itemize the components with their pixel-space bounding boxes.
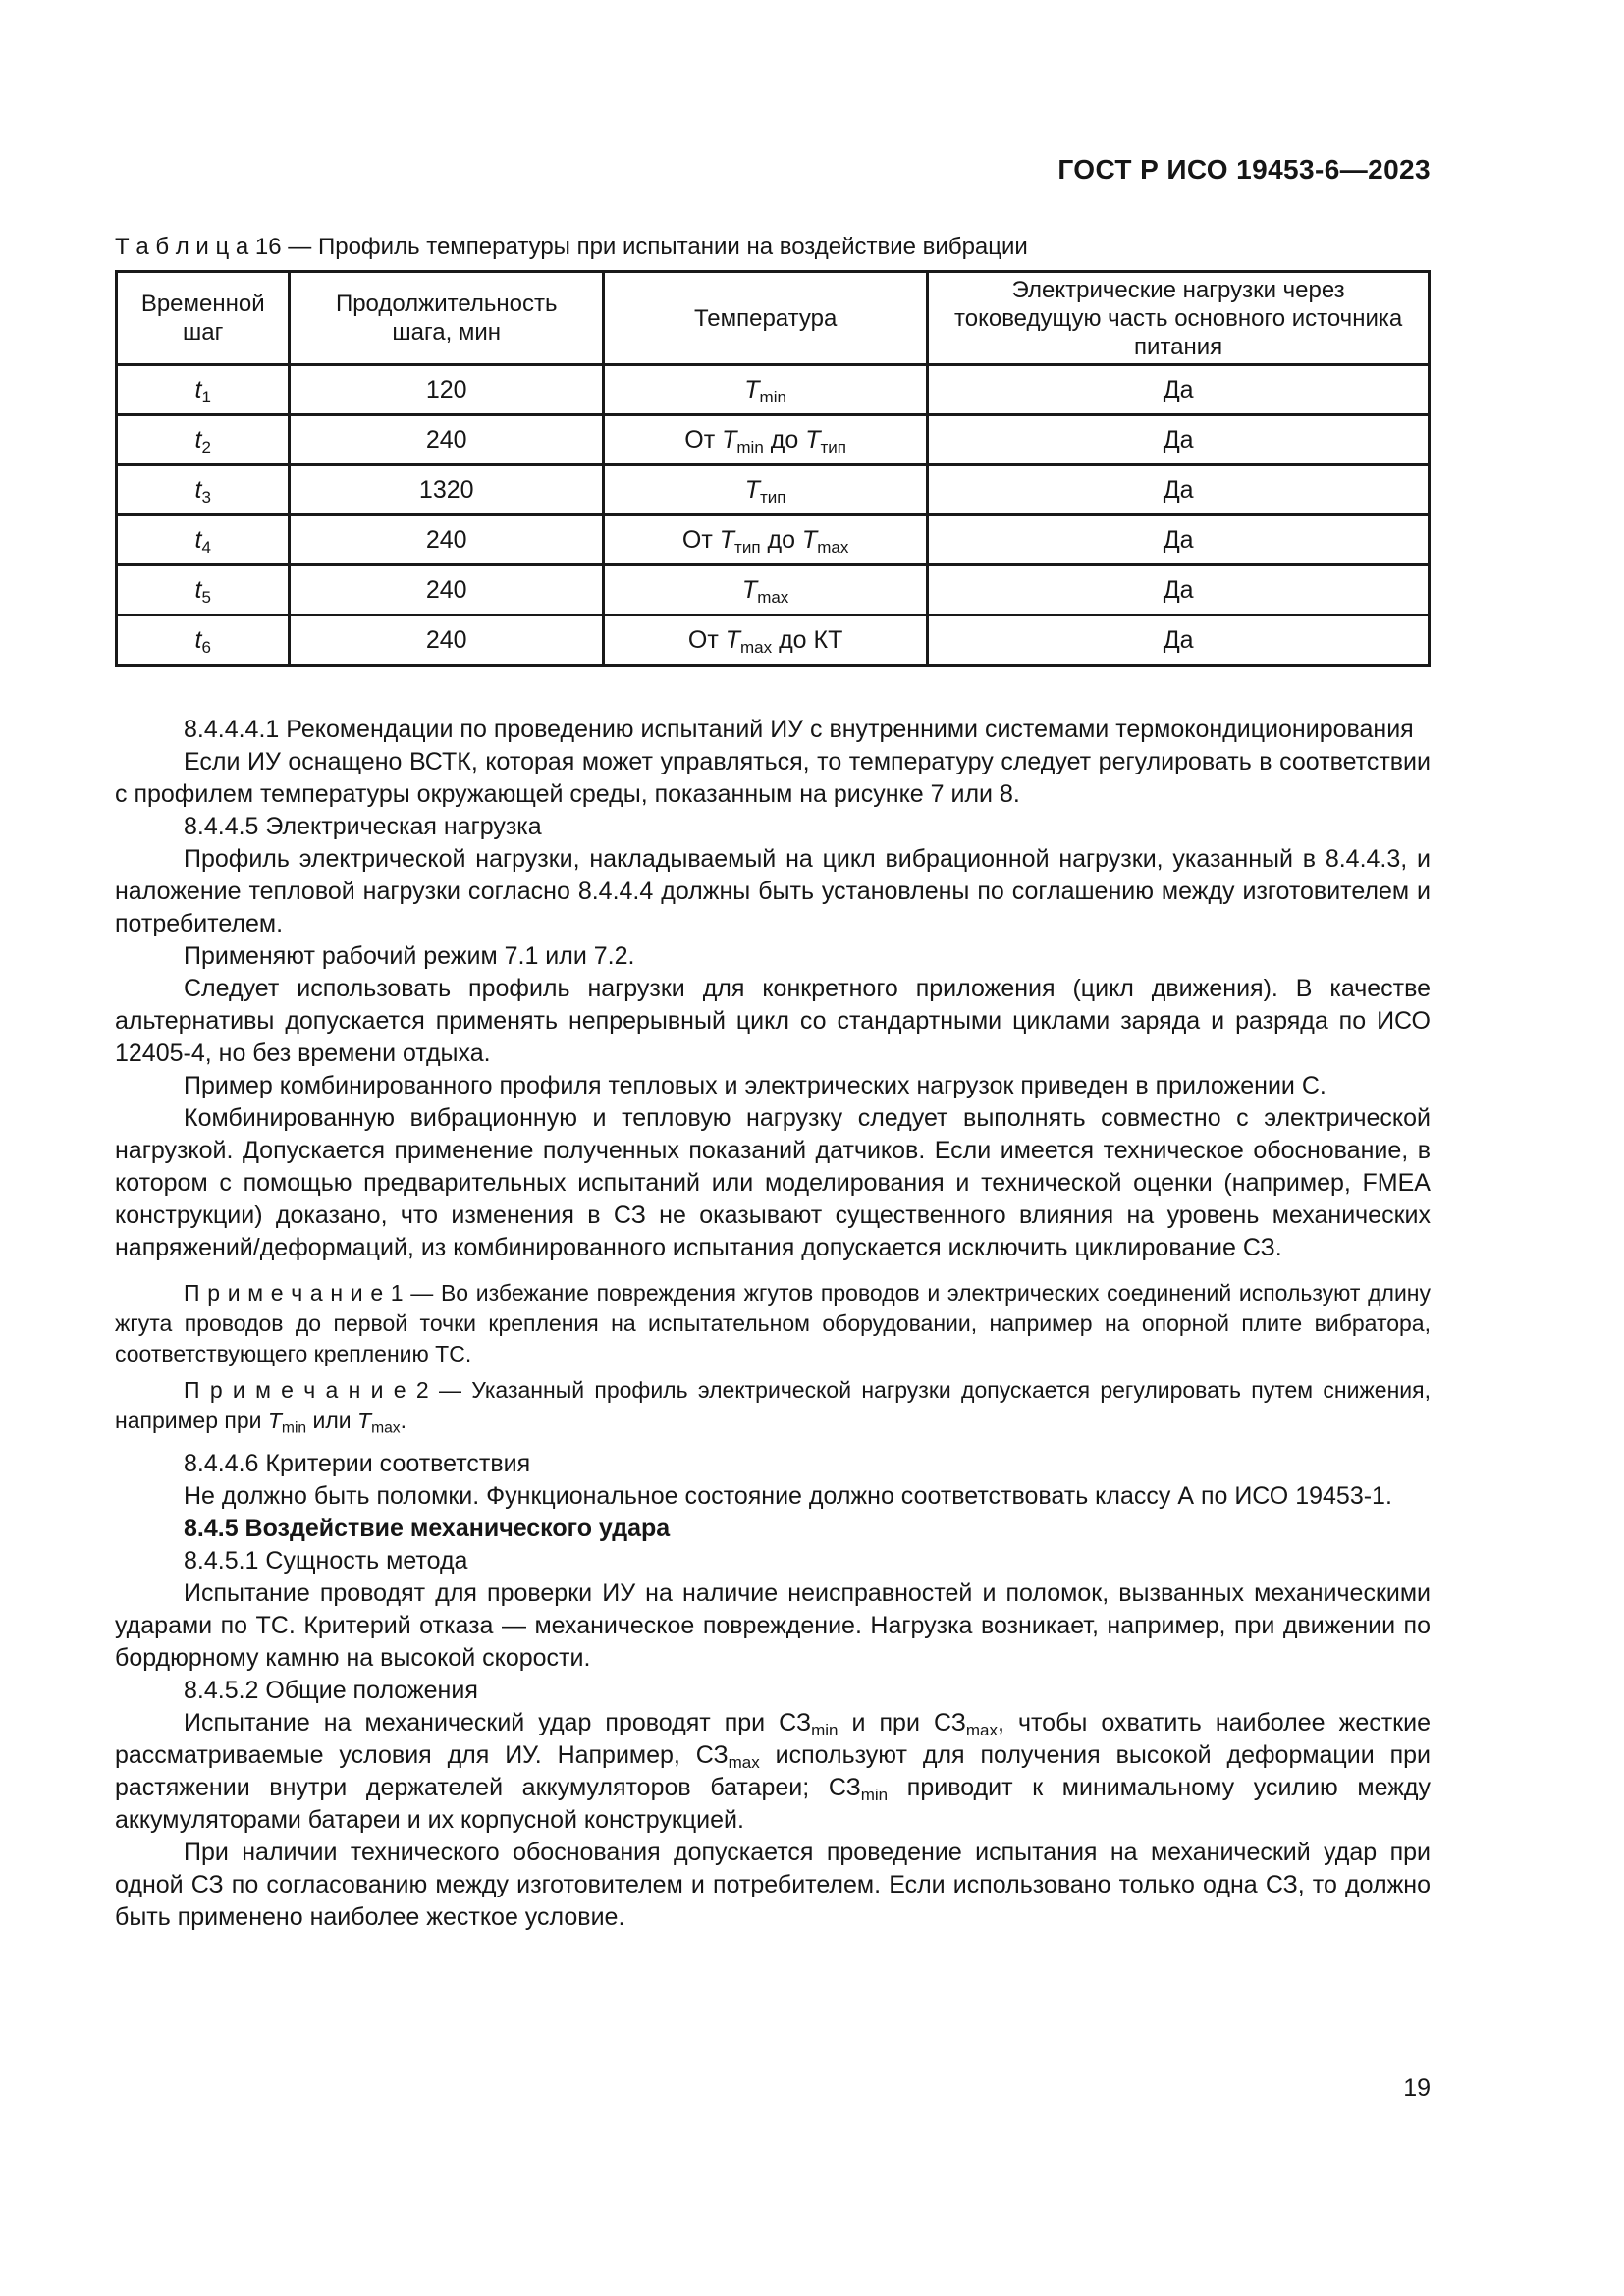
cell-load: Да (928, 615, 1430, 666)
cell-load: Да (928, 415, 1430, 465)
table-row (117, 515, 1430, 565)
note-2: П р и м е ч а н и е 2 — Указанный профиль электрической нагрузки допускается регулировать путем снижения, например при $T_{min}$ или $T_{max}$. (115, 1377, 1431, 1437)
heading-8-4-4-6: 8.4.4.6 Критерии соответствия (184, 1450, 531, 1477)
para-vstk-control: Если ИУ оснащено ВСТК, которая может управляться, то температуру следует регулировать в соответствии с профилем температуры окружающей среды, показанным на рисунке 7 или 8. (115, 748, 1431, 808)
col-header-time-step: Временной шаг (117, 272, 290, 365)
table-row (117, 465, 1430, 515)
cell-step: $t_5$ (117, 565, 290, 615)
para-combined-load: Комбинированную вибрационную и тепловую нагрузку следует выполнять совместно с электрической нагрузкой. Допускается применение полученных показаний датчиков. Если имеется техническое обоснование, в котором с помощью предварительных испытаний или моделирования и технической оценки (например, FMEA конструкции) доказано, что изменения в СЗ не оказывают существенного влияния на уровень механических напряжений/деформаций, из комбинированного испытания допускается исключить циклирование СЗ. (115, 1104, 1431, 1261)
cell-step: $t_1$ (117, 365, 290, 415)
heading-8-4-4-5: 8.4.4.5 Электрическая нагрузка (184, 813, 542, 840)
para-operating-mode: Применяют рабочий режим 7.1 или 7.2. (184, 942, 635, 970)
cell-temperature: От $T_{max}$ до КТ (604, 615, 928, 666)
cell-temperature: $T_{min}$ (604, 365, 928, 415)
cell-duration: 240 (290, 565, 604, 615)
cell-temperature: От $T_{min}$ до $T_{тип}$ (604, 415, 928, 465)
clause-text-block (115, 714, 1431, 1934)
table-row (117, 565, 1430, 615)
para-example-annex-c: Пример комбинированного профиля тепловых и электрических нагрузок приведен в приложении С. (184, 1072, 1326, 1099)
cell-duration: 1320 (290, 465, 604, 515)
cell-step: $t_6$ (117, 615, 290, 666)
para-load-profile: Следует использовать профиль нагрузки для конкретного приложения (цикл движения). В качестве альтернативы допускается применять непрерывный цикл со стандартными циклами заряда и разряда по ИСО 12405-4, но без времени отдыха. (115, 975, 1431, 1067)
para-shock-general: Испытание на механический удар проводят при $СЗ_{min}$ и при $СЗ_{max}$, чтобы охватить наиболее жесткие рассматриваемые условия для ИУ. Например, $СЗ_{max}$ используют для получения высокой деформации при растяжении внутри держателей аккумуляторов батареи; $СЗ_{min}$ приводит к минимальному усилию между аккумуляторами батареи и их корпусной конструкцией. (115, 1709, 1431, 1834)
cell-step: $t_2$ (117, 415, 290, 465)
para-shock-purpose: Испытание проводят для проверки ИУ на наличие неисправностей и поломок, вызванных механическими ударами по ТС. Критерий отказа — механическое повреждение. Нагрузка возникает, например, при движении по бордюрному камню на высокой скорости. (115, 1579, 1431, 1672)
table-row (117, 615, 1430, 666)
cell-step: $t_3$ (117, 465, 290, 515)
heading-8-4-5: 8.4.5 Воздействие механического удара (184, 1515, 671, 1542)
col-header-duration: Продолжительность шага, мин (290, 272, 604, 365)
cell-temperature: От $T_{тип}$ до $T_{max}$ (604, 515, 928, 565)
cell-temperature: $T_{тип}$ (604, 465, 928, 515)
page-number: 19 (1403, 2074, 1431, 2102)
cell-step: $t_4$ (117, 515, 290, 565)
table-caption: Т а б л и ц а 16 — Профиль температуры при испытании на воздействие вибрации (115, 234, 1028, 260)
para-conformity: Не должно быть поломки. Функциональное состояние должно соответствовать классу А по ИСО 19453-1. (184, 1482, 1392, 1510)
cell-load: Да (928, 365, 1430, 415)
col-header-load: Электрические нагрузки через токоведущую часть основного источника питания (928, 272, 1430, 365)
heading-8-4-5-2: 8.4.5.2 Общие положения (184, 1677, 478, 1704)
cell-temperature: $T_{max}$ (604, 565, 928, 615)
table-row (117, 415, 1430, 465)
temperature-profile-table (115, 270, 1431, 667)
cell-duration: 120 (290, 365, 604, 415)
cell-duration: 240 (290, 515, 604, 565)
cell-load: Да (928, 565, 1430, 615)
para-electrical-profile: Профиль электрической нагрузки, накладываемый на цикл вибрационной нагрузки, указанный в 8.4.4.3, и наложение тепловой нагрузки согласно 8.4.4.4 должны быть установлены по соглашению между изготовителем и потребителем. (115, 845, 1431, 937)
col-header-temperature: Температура (604, 272, 928, 365)
para-shock-single-soc: При наличии технического обоснования допускается проведение испытания на механический удар при одной СЗ по согласованию между изготовителем и потребителем. Если использовано только одна СЗ, то должно быть применено наиболее жесткое условие. (115, 1839, 1431, 1931)
cell-load: Да (928, 515, 1430, 565)
para-8-4-4-4-1: 8.4.4.4.1 Рекомендации по проведению испытаний ИУ с внутренними системами термокондиционирования (184, 716, 1414, 743)
table-header-row (117, 272, 1430, 365)
standard-reference-header: ГОСТ Р ИСО 19453-6—2023 (1057, 154, 1431, 185)
note-1: П р и м е ч а н и е 1 — Во избежание повреждения жгутов проводов и электрических соединений используют длину жгута проводов до первой точки крепления на испытательном оборудовании, например на опорной плите вибратора, соответствующего креплению ТС. (115, 1280, 1431, 1366)
cell-duration: 240 (290, 615, 604, 666)
table-row (117, 365, 1430, 415)
cell-duration: 240 (290, 415, 604, 465)
cell-load: Да (928, 465, 1430, 515)
heading-8-4-5-1: 8.4.5.1 Сущность метода (184, 1547, 468, 1575)
